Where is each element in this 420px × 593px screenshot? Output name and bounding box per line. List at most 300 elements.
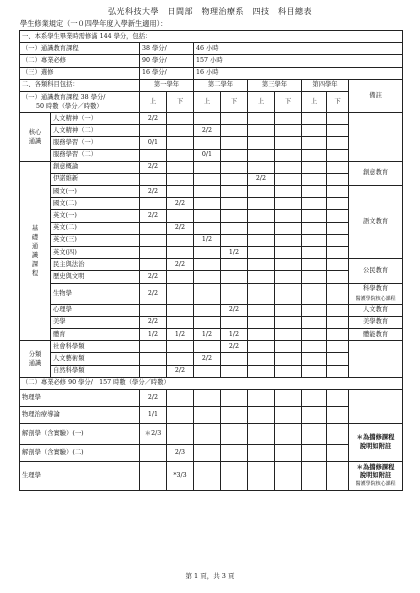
course-credit-cell <box>327 161 349 173</box>
course-credit-cell: 2/2 <box>140 186 167 198</box>
course-credit-cell <box>302 328 327 340</box>
course-credit-cell <box>327 234 349 246</box>
course-credit-cell <box>275 389 302 406</box>
course-credit-cell <box>275 461 302 490</box>
table-row <box>20 149 403 161</box>
course-credit-cell <box>248 186 275 198</box>
table-row <box>20 316 403 328</box>
course-credit-cell <box>221 112 248 124</box>
course-credit-cell <box>302 316 327 328</box>
remark-cell <box>349 304 403 316</box>
remark-text: ＊為擋修課程 <box>356 434 395 442</box>
table-row <box>20 210 403 222</box>
course-credit-cell <box>248 328 275 340</box>
course-credit-cell <box>275 234 302 246</box>
dist-group-label: 分類通識 <box>20 341 51 378</box>
course-credit-cell <box>248 406 275 423</box>
course-credit-cell <box>140 173 167 185</box>
course-credit-cell: 0/1 <box>140 137 167 149</box>
course-credit-cell <box>327 271 349 283</box>
course-credit-cell <box>275 125 302 137</box>
remark-cell <box>349 259 403 283</box>
remark-text: 美學教育 <box>362 318 389 326</box>
table-row <box>20 247 403 259</box>
remark-text: 說明如附註 <box>359 471 392 479</box>
course-credit-cell <box>140 365 167 377</box>
course-credit-cell <box>140 444 167 461</box>
course-credit-cell <box>167 161 194 173</box>
remark-cell <box>349 283 403 304</box>
course-credit-cell: 2/2 <box>140 283 167 304</box>
remark-cell <box>349 461 403 490</box>
table-row <box>20 222 403 234</box>
course-credit-cell <box>140 247 167 259</box>
course-credit-cell <box>248 149 275 161</box>
course-credit-cell <box>194 406 221 423</box>
course-credit-cell <box>275 423 302 444</box>
table-row <box>20 125 403 137</box>
course-credit-cell <box>327 423 349 444</box>
sem-up: 上 <box>194 91 221 112</box>
course-credit-cell <box>302 222 327 234</box>
course-credit-cell <box>167 112 194 124</box>
course-name: 英文(二) <box>51 222 140 234</box>
course-credit-cell <box>302 125 327 137</box>
course-credit-cell <box>302 247 327 259</box>
course-credit-cell: 2/2 <box>167 365 194 377</box>
table-row <box>20 259 403 271</box>
course-credit-cell <box>248 461 275 490</box>
course-credit-cell <box>302 259 327 271</box>
course-name: 自然科學類 <box>51 365 140 377</box>
table-row <box>20 365 403 377</box>
gen-edu-label-line2: 50 時數（學分／時數） <box>36 102 103 110</box>
course-credit-cell: 1/2 <box>167 328 194 340</box>
course-credit-cell <box>167 406 194 423</box>
course-credit-cell <box>327 316 349 328</box>
course-credit-cell <box>327 365 349 377</box>
table-row <box>20 112 403 124</box>
course-name: 人文藝術類 <box>51 353 140 365</box>
course-credit-cell <box>275 341 302 353</box>
course-credit-cell <box>140 304 167 316</box>
course-credit-cell: 2/2 <box>140 389 167 406</box>
table-row <box>20 353 403 365</box>
course-credit-cell: 2/2 <box>140 112 167 124</box>
course-credit-cell <box>140 198 167 210</box>
course-credit-cell <box>327 173 349 185</box>
course-name: 英文(一) <box>51 210 140 222</box>
course-credit-cell <box>167 353 194 365</box>
course-credit-cell <box>327 328 349 340</box>
course-credit-cell <box>275 304 302 316</box>
course-credit-cell <box>275 328 302 340</box>
course-credit-cell <box>248 210 275 222</box>
course-credit-cell <box>248 444 275 461</box>
course-credit-cell <box>275 137 302 149</box>
course-credit-cell <box>302 461 327 490</box>
course-credit-cell <box>167 137 194 149</box>
course-name: 物理治療導論 <box>20 406 140 423</box>
s1-hours: 16 小時 <box>194 67 403 79</box>
course-credit-cell <box>221 186 248 198</box>
sem-up: 上 <box>140 91 167 112</box>
course-credit-cell: 1/2 <box>140 328 167 340</box>
year-2-header: 第二學年 <box>194 79 248 91</box>
course-name: 服務學習（一） <box>51 137 140 149</box>
course-credit-cell <box>302 198 327 210</box>
course-credit-cell <box>302 389 327 406</box>
course-credit-cell <box>327 125 349 137</box>
course-credit-cell <box>194 304 221 316</box>
course-credit-cell <box>327 186 349 198</box>
sem-up: 上 <box>248 91 275 112</box>
course-name: 物理學 <box>20 389 140 406</box>
course-credit-cell: 2/3 <box>167 444 194 461</box>
course-credit-cell <box>275 283 302 304</box>
course-credit-cell <box>221 198 248 210</box>
course-credit-cell <box>248 198 275 210</box>
course-name: 解剖學（含實驗）(一) <box>20 423 140 444</box>
s1-credits: 16 學分/ <box>140 67 194 79</box>
course-credit-cell: 2/2 <box>140 271 167 283</box>
course-credit-cell <box>327 444 349 461</box>
course-credit-cell <box>221 365 248 377</box>
course-credit-cell <box>248 341 275 353</box>
gen-edu-label <box>20 91 140 112</box>
course-credit-cell <box>221 149 248 161</box>
course-credit-cell <box>275 161 302 173</box>
sem-down: 下 <box>167 91 194 112</box>
course-name: 歷史與文明 <box>51 271 140 283</box>
course-credit-cell: 2/2 <box>167 259 194 271</box>
table-row <box>20 161 403 173</box>
course-credit-cell <box>140 341 167 353</box>
course-credit-cell: 2/2 <box>167 222 194 234</box>
course-credit-cell <box>302 149 327 161</box>
course-credit-cell <box>140 259 167 271</box>
course-name: 解剖學（含實驗）(二) <box>20 444 140 461</box>
course-credit-cell <box>221 353 248 365</box>
course-credit-cell <box>194 341 221 353</box>
course-credit-cell <box>194 210 221 222</box>
remark-cell <box>349 161 403 185</box>
s1-hours: 157 小時 <box>194 55 403 67</box>
course-credit-cell <box>140 461 167 490</box>
table-row <box>20 461 403 490</box>
remark-cell <box>349 389 403 423</box>
course-credit-cell <box>167 186 194 198</box>
course-credit-cell <box>221 234 248 246</box>
course-credit-cell <box>275 186 302 198</box>
remark-cell <box>349 423 403 461</box>
course-credit-cell <box>194 423 221 444</box>
table-row <box>20 304 403 316</box>
course-credit-cell: 2/2 <box>167 198 194 210</box>
course-name: 國文(二) <box>51 198 140 210</box>
s1-hours: 46 小時 <box>194 43 403 55</box>
course-credit-cell <box>194 137 221 149</box>
table-row <box>20 173 403 185</box>
course-credit-cell <box>248 247 275 259</box>
course-table <box>19 30 403 491</box>
course-credit-cell <box>327 461 349 490</box>
course-credit-cell <box>327 259 349 271</box>
table-row <box>20 186 403 198</box>
course-credit-cell <box>221 271 248 283</box>
course-credit-cell <box>275 112 302 124</box>
course-credit-cell <box>275 316 302 328</box>
basic-group-label: 基礎通識課程 <box>20 161 51 340</box>
s1-label: （二）專業必修 <box>20 55 140 67</box>
table-row <box>20 341 403 353</box>
course-credit-cell <box>248 234 275 246</box>
course-credit-cell <box>140 125 167 137</box>
course-credit-cell <box>275 222 302 234</box>
year-4-header: 第四學年 <box>302 79 349 91</box>
table-row <box>20 389 403 406</box>
course-credit-cell <box>221 161 248 173</box>
course-credit-cell <box>167 389 194 406</box>
course-name: 英文(四) <box>51 247 140 259</box>
course-credit-cell <box>248 161 275 173</box>
table-row <box>20 444 403 461</box>
s1-label: （一）通識教育課程 <box>20 43 140 55</box>
remark-cell <box>349 316 403 328</box>
course-credit-cell: 2/2 <box>194 353 221 365</box>
remark-cell <box>349 341 403 378</box>
sem-down: 下 <box>327 91 349 112</box>
core-group-label: 核心通識 <box>20 112 51 161</box>
remark-text: 體能教育 <box>362 330 389 338</box>
course-credit-cell: 1/1 <box>140 406 167 423</box>
course-credit-cell <box>327 222 349 234</box>
course-name: 社會科學類 <box>51 341 140 353</box>
sem-down: 下 <box>221 91 248 112</box>
course-credit-cell <box>140 234 167 246</box>
course-credit-cell <box>221 137 248 149</box>
course-credit-cell <box>194 222 221 234</box>
course-credit-cell <box>302 423 327 444</box>
course-credit-cell <box>221 283 248 304</box>
course-credit-cell <box>194 365 221 377</box>
course-credit-cell <box>167 125 194 137</box>
course-credit-cell: 2/2 <box>194 125 221 137</box>
course-credit-cell <box>275 259 302 271</box>
s1-label: （三）選修 <box>20 67 140 79</box>
course-credit-cell <box>248 125 275 137</box>
course-credit-cell <box>275 444 302 461</box>
course-credit-cell <box>248 365 275 377</box>
course-credit-cell <box>221 125 248 137</box>
remark-header: 備註 <box>349 79 403 112</box>
remark-text: 公民教育 <box>362 266 389 274</box>
year-3-header: 第三學年 <box>248 79 302 91</box>
course-credit-cell <box>275 353 302 365</box>
course-credit-cell <box>221 173 248 185</box>
table-row <box>20 198 403 210</box>
course-credit-cell <box>167 234 194 246</box>
course-credit-cell <box>248 271 275 283</box>
course-credit-cell: 1/2 <box>194 328 221 340</box>
course-credit-cell: 1/2 <box>194 234 221 246</box>
course-credit-cell <box>327 210 349 222</box>
course-credit-cell <box>167 423 194 444</box>
course-credit-cell <box>302 283 327 304</box>
course-credit-cell <box>275 406 302 423</box>
course-credit-cell <box>302 112 327 124</box>
course-name: 服務學習（二） <box>51 149 140 161</box>
course-credit-cell <box>248 137 275 149</box>
course-credit-cell <box>327 341 349 353</box>
course-credit-cell <box>248 259 275 271</box>
course-credit-cell <box>221 210 248 222</box>
course-credit-cell <box>194 444 221 461</box>
course-credit-cell <box>275 198 302 210</box>
course-credit-cell <box>167 283 194 304</box>
course-credit-cell: ＊2/3 <box>140 423 167 444</box>
course-name: 體育 <box>51 328 140 340</box>
sem-up: 上 <box>302 91 327 112</box>
table-row <box>20 406 403 423</box>
course-credit-cell <box>248 112 275 124</box>
course-credit-cell <box>275 247 302 259</box>
course-credit-cell <box>302 353 327 365</box>
course-credit-cell <box>302 137 327 149</box>
course-name: 國文(一) <box>51 186 140 198</box>
course-credit-cell <box>194 112 221 124</box>
course-credit-cell <box>194 186 221 198</box>
course-name: 生物學 <box>51 283 140 304</box>
course-credit-cell <box>275 210 302 222</box>
course-credit-cell <box>194 283 221 304</box>
remark-note: 醫護學院核心課程 <box>355 295 396 302</box>
course-credit-cell <box>275 149 302 161</box>
course-credit-cell <box>302 161 327 173</box>
course-credit-cell <box>248 283 275 304</box>
remark-text: 創意教育 <box>362 169 389 177</box>
course-credit-cell <box>327 149 349 161</box>
course-credit-cell <box>167 149 194 161</box>
course-credit-cell <box>194 316 221 328</box>
course-name: 伊諾維新 <box>51 173 140 185</box>
course-credit-cell <box>327 304 349 316</box>
course-credit-cell <box>302 173 327 185</box>
course-credit-cell: 2/2 <box>221 341 248 353</box>
table-row <box>20 137 403 149</box>
remark-text: 說明如附註 <box>359 443 392 451</box>
table-row <box>20 234 403 246</box>
remark-cell <box>349 186 403 259</box>
course-credit-cell <box>302 271 327 283</box>
course-credit-cell <box>302 304 327 316</box>
remark-cell <box>349 328 403 340</box>
remark-text: 人文教育 <box>362 306 389 314</box>
section-2b-header: （二）專業必修 90 學分/ 157 時數（學分／時數） <box>20 377 403 389</box>
course-credit-cell <box>248 353 275 365</box>
course-name: 創意概論 <box>51 161 140 173</box>
course-credit-cell <box>167 304 194 316</box>
course-credit-cell <box>221 444 248 461</box>
course-credit-cell <box>140 353 167 365</box>
course-credit-cell <box>302 444 327 461</box>
course-credit-cell <box>248 316 275 328</box>
course-name: 美學 <box>51 316 140 328</box>
page-subtitle: 學生修業規定（一０四學年度入學新生適用）： <box>20 19 168 28</box>
course-credit-cell <box>248 423 275 444</box>
course-credit-cell <box>167 316 194 328</box>
table-row <box>20 423 403 444</box>
course-name: 生理學 <box>20 461 140 490</box>
course-name: 人文精神（二） <box>51 125 140 137</box>
course-credit-cell: 1/2 <box>221 328 248 340</box>
course-credit-cell: 2/2 <box>221 304 248 316</box>
course-credit-cell <box>167 210 194 222</box>
course-credit-cell <box>194 247 221 259</box>
course-credit-cell <box>221 406 248 423</box>
course-credit-cell <box>248 222 275 234</box>
sem-down: 下 <box>275 91 302 112</box>
course-credit-cell <box>167 271 194 283</box>
table-row <box>20 271 403 283</box>
table-row <box>20 283 403 304</box>
s1-credits: 90 學分/ <box>140 55 194 67</box>
course-credit-cell <box>275 365 302 377</box>
course-credit-cell <box>275 271 302 283</box>
course-name: 英文(三) <box>51 234 140 246</box>
table-row <box>20 328 403 340</box>
course-credit-cell <box>194 389 221 406</box>
s1-credits: 38 學分/ <box>140 43 194 55</box>
course-credit-cell <box>194 461 221 490</box>
course-credit-cell <box>221 461 248 490</box>
course-credit-cell <box>194 271 221 283</box>
course-credit-cell: 0/1 <box>194 149 221 161</box>
course-credit-cell: 2/2 <box>140 161 167 173</box>
course-credit-cell <box>221 222 248 234</box>
course-credit-cell <box>248 304 275 316</box>
remark-note: 醫護學院核心課程 <box>355 480 396 487</box>
course-credit-cell: *3/3 <box>167 461 194 490</box>
course-credit-cell <box>302 406 327 423</box>
remark-text: 科學教育 <box>362 284 389 292</box>
course-credit-cell <box>221 423 248 444</box>
page-title: 弘光科技大學 日間部 物理治療系 四技 科目總表 <box>108 7 312 16</box>
course-credit-cell <box>140 222 167 234</box>
course-credit-cell <box>302 186 327 198</box>
course-credit-cell: 2/2 <box>140 210 167 222</box>
section-2-header: 二、各類科目包括： <box>20 79 140 91</box>
course-credit-cell <box>194 173 221 185</box>
course-credit-cell <box>327 112 349 124</box>
page-footer: 第 1 頁，共 3 頁 <box>185 572 235 580</box>
gen-edu-label-line1: （一）通識教育課程 38 學分/ <box>22 93 106 101</box>
course-credit-cell <box>327 389 349 406</box>
course-credit-cell <box>327 353 349 365</box>
course-credit-cell <box>327 137 349 149</box>
course-credit-cell <box>194 161 221 173</box>
remark-cell <box>349 112 403 161</box>
course-credit-cell <box>221 316 248 328</box>
remark-text: ＊為擋修課程 <box>356 463 395 471</box>
section-1-header: 一、本系學生畢業時需修滿 144 學分，包括： <box>20 31 403 43</box>
course-credit-cell <box>167 247 194 259</box>
course-credit-cell <box>140 149 167 161</box>
course-credit-cell <box>167 341 194 353</box>
course-credit-cell <box>302 341 327 353</box>
course-credit-cell: 2/2 <box>140 316 167 328</box>
course-credit-cell <box>221 389 248 406</box>
